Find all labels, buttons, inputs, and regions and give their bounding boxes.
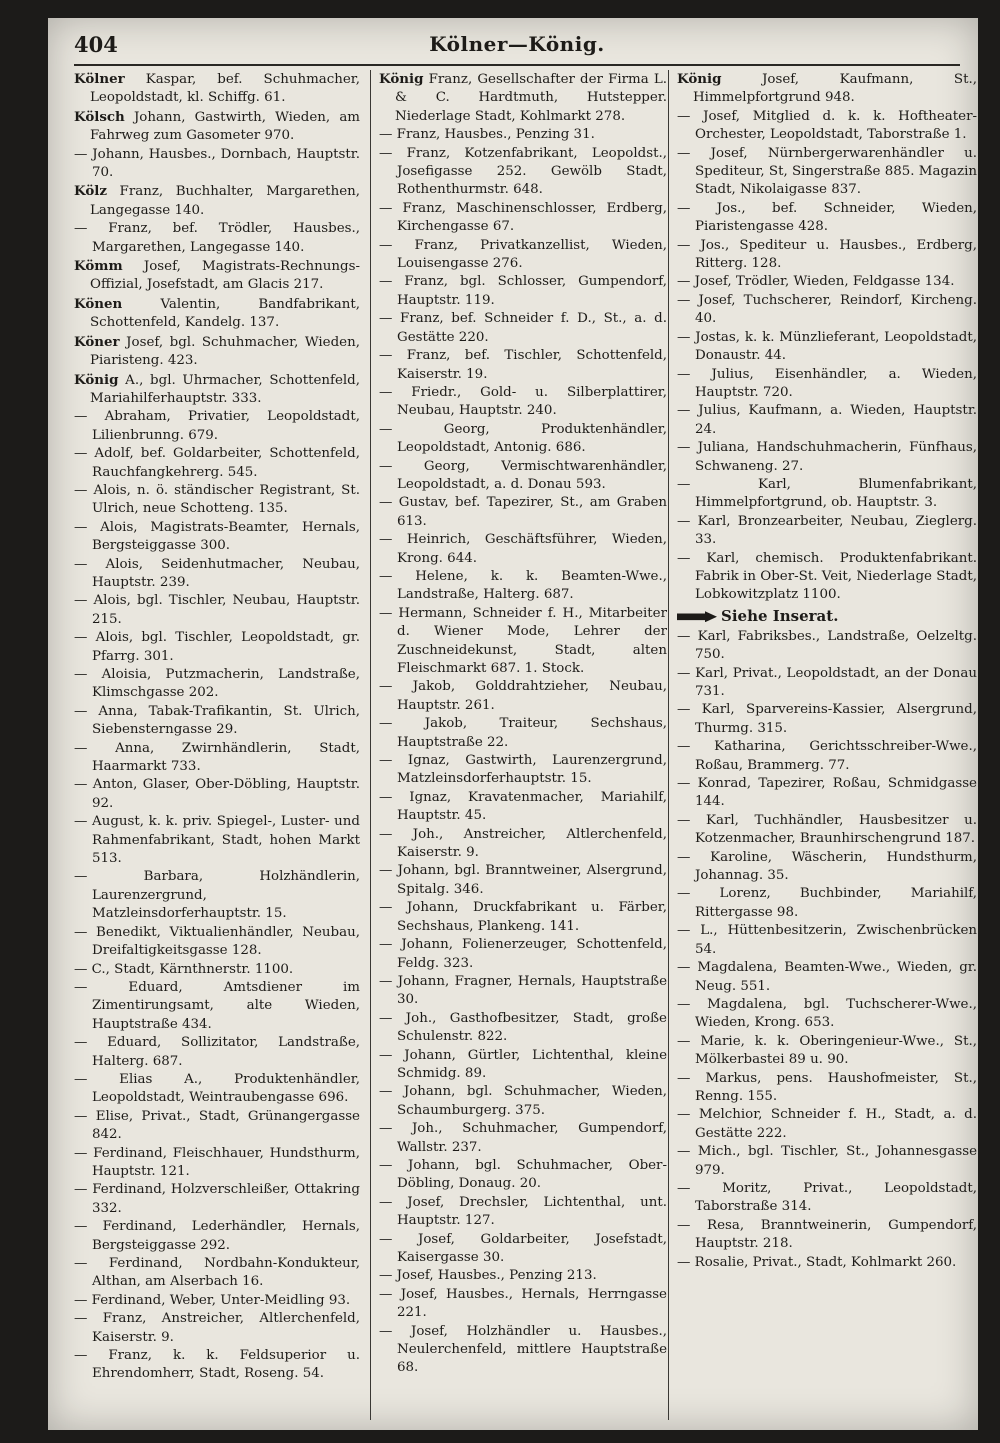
directory-entry <box>74 1034 360 1071</box>
entry-text: Johann, Gastwirth, Wieden, am Fahrweg zum Gasometer 970. <box>90 109 360 144</box>
directory-entry <box>379 678 667 715</box>
entry-text: — Elias A., Produktenhändler, Leopoldstadt, Weintraubengasse 696. <box>74 1071 360 1106</box>
entry-text: — Julius, Eisenhändler, a. Wieden, Hauptstr. 720. <box>677 366 977 400</box>
directory-entry <box>379 1120 667 1157</box>
entry-text: — Josef, Hausbes., Hernals, Herrngasse 221. <box>379 1286 667 1321</box>
directory-entry <box>379 1231 667 1268</box>
entry-text: — Franz, bgl. Schlosser, Gumpendorf, Hauptstr. 119. <box>379 274 667 308</box>
entry-text: — Hermann, Schneider f. H., Mitarbeiter d. Wiener Mode, Lehrer der Zuschneidekunst, Stadt, alten Fleischmarkt 687. 1. Stock. <box>379 605 667 676</box>
entry-text: — Eduard, Sollizitator, Landstraße, Halterg. 687. <box>74 1035 360 1069</box>
directory-entry <box>677 849 977 886</box>
directory-entry <box>677 237 977 274</box>
entry-text: — Heinrich, Geschäftsführer, Wieden, Krong. 644. <box>379 532 667 566</box>
column-2 <box>370 70 667 1420</box>
entry-text: — Johann, bgl. Schuhmacher, Wieden, Schaumburgerg. 375. <box>379 1084 667 1118</box>
entry-text: — Joh., Schuhmacher, Gumpendorf, Wallstr. 237. <box>379 1121 667 1155</box>
directory-entry <box>677 402 977 439</box>
directory-entry <box>74 979 360 1034</box>
directory-entry <box>379 494 667 531</box>
directory-entry <box>379 126 667 144</box>
see-advertisement-note <box>677 606 977 626</box>
directory-entry <box>379 1267 667 1285</box>
directory-entry <box>379 789 667 826</box>
entry-text: — Elise, Privat., Stadt, Grünangergasse 842. <box>74 1108 360 1143</box>
page-number: 404 <box>74 32 118 57</box>
entry-text: — Johann, Hausbes., Dornbach, Hauptstr. 70. <box>74 146 360 181</box>
directory-entry <box>677 108 977 145</box>
entry-text: — C., Stadt, Kärnthnerstr. 1100. <box>74 961 294 977</box>
directory-page <box>48 18 978 1430</box>
entry-text: — Resa, Branntweinerin, Gumpendorf, Hauptstr. 218. <box>677 1217 977 1252</box>
entry-text: — Jakob, Traiteur, Sechshaus, Hauptstraße 22. <box>379 716 667 750</box>
directory-entry <box>74 146 360 183</box>
directory-entry <box>677 200 977 237</box>
directory-entry <box>677 550 977 605</box>
running-head: Kölner—König. <box>429 32 605 56</box>
directory-entry <box>677 1033 977 1070</box>
entry-text: — Karl, Blumenfabrikant, Himmelpfortgrund, ob. Hauptstr. 3. <box>677 476 977 511</box>
entry-text: — Abraham, Privatier, Leopoldstadt, Lilienbrunng. 679. <box>74 409 360 443</box>
directory-entry <box>677 959 977 996</box>
directory-entry <box>379 568 667 605</box>
entry-text: — L., Hüttenbesitzerin, Zwischenbrücken 54. <box>677 923 977 957</box>
directory-entry <box>677 701 977 738</box>
pointing-hand-icon <box>677 611 717 622</box>
entry-surname: Kölz <box>74 183 107 200</box>
entry-text: — Franz, Kotzenfabrikant, Leopoldst., Josefigasse 252. Gewölb Stadt, Rothenthurmstr. 648. <box>379 145 667 198</box>
directory-entry <box>74 556 360 593</box>
entry-surname: König <box>379 71 424 87</box>
directory-entry <box>677 1254 977 1272</box>
entry-text: — Alois, bgl. Tischler, Leopoldstadt, gr. Pfarrg. 301. <box>74 630 360 664</box>
entry-surname: Kölsch <box>74 108 125 125</box>
entry-surname: Köner <box>74 333 120 350</box>
entry-text: — Ferdinand, Fleischhauer, Hundsthurm, Hauptstr. 121. <box>74 1145 360 1179</box>
directory-entry <box>677 513 977 550</box>
directory-entry <box>677 885 977 922</box>
directory-entry <box>677 145 977 200</box>
entry-text: — Georg, Produktenhändler, Leopoldstadt, Antonig. 686. <box>379 421 667 456</box>
entry-text: — Franz, bef. Tischler, Schottenfeld, Kaiserstr. 19. <box>379 348 667 382</box>
directory-entry <box>379 973 667 1010</box>
entry-text: — Karl, Sparvereins-Kassier, Alsergrund, Thurmg. 315. <box>677 702 977 736</box>
entry-text: — Ferdinand, Holzverschleißer, Ottakring 332. <box>74 1182 360 1216</box>
directory-entry <box>74 1255 360 1292</box>
entry-text: — Magdalena, Beamten-Wwe., Wieden, gr. Neug. 551. <box>677 960 977 994</box>
directory-entry <box>379 1047 667 1084</box>
directory-entry <box>74 1108 360 1145</box>
entry-surname: Kömm <box>74 258 123 275</box>
entry-text: Josef, Magistrats-Rechnungs-Offizial, Josefstadt, am Glacis 217. <box>90 259 360 293</box>
directory-entry <box>379 310 667 347</box>
entry-text: — Alois, Seidenhutmacher, Neubau, Hauptstr. 239. <box>74 556 360 590</box>
entry-text: — Ignaz, Kravatenmacher, Mariahilf, Hauptstr. 45. <box>379 789 667 824</box>
directory-entry <box>74 1218 360 1255</box>
directory-entry <box>677 996 977 1033</box>
directory-entry <box>379 1083 667 1120</box>
columns <box>74 70 977 1420</box>
entry-text: — Josef, Holzhändler u. Hausbes., Neulerchenfeld, mittlere Hauptstraße 68. <box>379 1323 667 1376</box>
directory-entry <box>677 665 977 702</box>
directory-entry <box>379 273 667 310</box>
entry-text: — Ignaz, Gastwirth, Laurenzergrund, Matzleinsdorferhauptstr. 15. <box>379 753 667 787</box>
directory-entry <box>677 439 977 476</box>
directory-entry <box>74 776 360 813</box>
directory-entry-main <box>74 295 360 333</box>
directory-entry <box>677 1217 977 1254</box>
entry-text: — Karl, chemisch. Produktenfabrikant. Fabrik in Ober-St. Veit, Niederlage Stadt, Lobkowitzplatz 1100. <box>677 550 977 603</box>
entry-text: — Helene, k. k. Beamten-Wwe., Landstraße, Halterg. 687. <box>379 568 667 603</box>
directory-entry-main <box>379 70 667 126</box>
entry-text: Kaspar, bef. Schuhmacher, Leopoldstadt, kl. Schiffg. 61. <box>90 72 360 106</box>
directory-entry-main <box>74 182 360 220</box>
entry-text: — Franz, Privatkanzellist, Wieden, Louisengasse 276. <box>379 237 667 272</box>
entry-surname: König <box>74 371 119 388</box>
directory-entry <box>677 738 977 775</box>
entry-text: — Alois, bgl. Tischler, Neubau, Hauptstr. 215. <box>74 593 360 627</box>
entry-text: — Ferdinand, Lederhändler, Hernals, Bergsteiggasse 292. <box>74 1219 360 1253</box>
entry-text: — Anna, Zwirnhändlerin, Stadt, Haarmarkt 733. <box>74 740 360 775</box>
entry-text: — Magdalena, bgl. Tuchscherer-Wwe., Wieden, Krong. 653. <box>677 996 977 1031</box>
entry-text: — Johann, bgl. Branntweiner, Alsergrund, Spitalg. 346. <box>379 863 667 897</box>
entry-text: — Josef, Goldarbeiter, Josefstadt, Kaisergasse 30. <box>379 1231 667 1265</box>
directory-entry <box>677 366 977 403</box>
directory-entry <box>379 605 667 679</box>
directory-entry <box>677 1106 977 1143</box>
entry-text: — Josef, Hausbes., Penzing 213. <box>379 1268 597 1284</box>
entry-text: — Jos., bef. Schneider, Wieden, Piaristengasse 428. <box>677 200 977 235</box>
directory-entry <box>379 237 667 274</box>
entry-text: — Franz, Maschinenschlosser, Erdberg, Kirchengasse 67. <box>379 200 667 235</box>
directory-entry <box>379 145 667 200</box>
directory-entry-main <box>677 70 977 108</box>
entry-text: — Georg, Vermischtwarenhändler, Leopoldstadt, a. d. Donau 593. <box>379 458 667 492</box>
column-1 <box>74 70 360 1420</box>
directory-entry <box>74 1347 360 1384</box>
entry-text: — Josef, Trödler, Wieden, Feldgasse 134. <box>677 274 955 290</box>
directory-entry <box>677 329 977 366</box>
directory-entry <box>677 922 977 959</box>
directory-entry-main <box>74 333 360 371</box>
directory-entry <box>74 961 360 979</box>
directory-entry <box>379 752 667 789</box>
entry-text: — Alois, n. ö. ständischer Registrant, St. Ulrich, neue Schotteng. 135. <box>74 482 360 517</box>
entry-text: — Barbara, Holzhändlerin, Laurenzergrund, Matzleinsdorferhauptstr. 15. <box>74 869 360 922</box>
directory-entry <box>74 666 360 703</box>
entry-text: — Konrad, Tapezirer, Roßau, Schmidgasse 144. <box>677 776 977 810</box>
entry-text: — Alois, Magistrats-Beamter, Hernals, Bergsteiggasse 300. <box>74 519 360 554</box>
entry-text: — Marie, k. k. Oberingenieur-Wwe., St., Mölkerbastei 89 u. 90. <box>677 1033 977 1068</box>
directory-entry <box>677 1070 977 1107</box>
entry-text: — Franz, bef. Schneider f. D., St., a. d. Gestätte 220. <box>379 311 667 345</box>
entry-text: — Benedikt, Viktualienhändler, Neubau, Dreifaltigkeitsgasse 128. <box>74 924 360 959</box>
entry-text: — Johann, Fragner, Hernals, Hauptstraße 30. <box>379 973 667 1008</box>
entry-text: — Josef, Drechsler, Lichtenthal, unt. Hauptstr. 127. <box>379 1194 667 1229</box>
entry-text: — Jakob, Golddrahtzieher, Neubau, Hauptstr. 261. <box>379 679 667 713</box>
directory-entry <box>677 812 977 849</box>
directory-entry <box>379 1323 667 1378</box>
directory-entry <box>379 1010 667 1047</box>
directory-entry <box>74 220 360 257</box>
page-header <box>74 30 960 66</box>
entry-text: — Franz, Anstreicher, Altlerchenfeld, Kaiserstr. 9. <box>74 1311 360 1345</box>
directory-entry <box>379 715 667 752</box>
directory-entry <box>677 476 977 513</box>
entry-text: — Juliana, Handschuhmacherin, Fünfhaus, Schwaneng. 27. <box>677 440 977 474</box>
entry-text: — Karl, Tuchhändler, Hausbesitzer u. Kotzenmacher, Braunhirschengrund 187. <box>677 812 977 847</box>
directory-entry-main <box>74 257 360 295</box>
directory-entry <box>379 1157 667 1194</box>
entry-text: — Josef, Nürnbergerwarenhändler u. Spediteur, St, Singerstraße 885. Magazin Stadt, Nikolaigasse 837. <box>677 145 977 198</box>
entry-text: — August, k. k. priv. Spiegel-, Luster- und Rahmenfabrikant, Stadt, hohen Markt 513. <box>74 814 360 867</box>
entry-text: — Adolf, bef. Goldarbeiter, Schottenfeld, Rauchfangkehrerg. 545. <box>74 446 360 480</box>
directory-entry <box>379 384 667 421</box>
directory-entry <box>74 1310 360 1347</box>
directory-entry <box>379 899 667 936</box>
entry-text: — Franz, Hausbes., Penzing 31. <box>379 127 595 143</box>
directory-entry <box>74 592 360 629</box>
entry-text: — Jos., Spediteur u. Hausbes., Erdberg, Ritterg. 128. <box>677 237 977 272</box>
directory-entry <box>379 826 667 863</box>
directory-entry <box>677 628 977 665</box>
directory-entry <box>74 1071 360 1108</box>
directory-entry <box>74 408 360 445</box>
entry-text: — Gustav, bef. Tapezirer, St., am Graben 613. <box>379 495 667 529</box>
directory-entry <box>74 1181 360 1218</box>
entry-text: — Johann, bgl. Schuhmacher, Ober-Döbling, Donaug. 20. <box>379 1157 667 1192</box>
directory-entry-main <box>74 371 360 409</box>
directory-entry <box>677 775 977 812</box>
entry-text: — Franz, bef. Trödler, Hausbes., Margarethen, Langegasse 140. <box>74 221 360 255</box>
entry-text: A., bgl. Uhrmacher, Schottenfeld, Mariahilferhauptstr. 333. <box>90 372 360 406</box>
entry-text: — Moritz, Privat., Leopoldstadt, Taborstraße 314. <box>677 1180 977 1215</box>
entry-text: — Anna, Tabak-Trafikantin, St. Ulrich, Siebensterngasse 29. <box>74 703 360 738</box>
entry-text: — Joh., Anstreicher, Altlerchenfeld, Kaiserstr. 9. <box>379 826 667 861</box>
entry-text: — Katharina, Gerichtsschreiber-Wwe., Roßau, Brammerg. 77. <box>677 739 977 773</box>
directory-entry <box>379 200 667 237</box>
directory-entry <box>74 740 360 777</box>
directory-entry <box>74 629 360 666</box>
entry-text: — Anton, Glaser, Ober-Döbling, Hauptstr. 92. <box>74 777 360 811</box>
entry-text: — Johann, Gürtler, Lichtenthal, kleine Schmidg. 89. <box>379 1047 667 1081</box>
entry-text: — Karl, Privat., Leopoldstadt, an der Donau 731. <box>677 665 977 699</box>
entry-text: — Josef, Mitglied d. k. k. Hoftheater-Orchester, Leopoldstadt, Taborstraße 1. <box>677 108 977 143</box>
directory-entry <box>379 936 667 973</box>
entry-text: Franz, Buchhalter, Margarethen, Langegasse 140. <box>90 184 360 218</box>
entry-text: Valentin, Bandfabrikant, Schottenfeld, Kandelg. 137. <box>90 296 360 331</box>
entry-text: — Eduard, Amtsdiener im Zimentirungsamt, alte Wieden, Hauptstraße 434. <box>74 979 360 1032</box>
directory-entry <box>74 813 360 868</box>
entry-text: — Joh., Gasthofbesitzer, Stadt, große Schulenstr. 822. <box>379 1010 667 1045</box>
directory-entry <box>74 1145 360 1182</box>
entry-text: — Karoline, Wäscherin, Hundsthurm, Johannag. 35. <box>677 849 977 884</box>
entry-surname: Könen <box>74 295 123 312</box>
entry-surname: Kölner <box>74 71 125 87</box>
entry-text: — Jostas, k. k. Münzlieferant, Leopoldstadt, Donaustr. 44. <box>677 329 977 364</box>
directory-entry <box>379 421 667 458</box>
directory-entry <box>74 445 360 482</box>
column-3 <box>668 70 977 1420</box>
directory-entry <box>379 347 667 384</box>
directory-entry <box>74 703 360 740</box>
directory-entry <box>379 862 667 899</box>
entry-text: — Aloisia, Putzmacherin, Landstraße, Klimschgasse 202. <box>74 667 360 701</box>
entry-text: — Julius, Kaufmann, a. Wieden, Hauptstr. 24. <box>677 403 977 437</box>
entry-text: — Mich., bgl. Tischler, St., Johannesgasse 979. <box>677 1144 977 1178</box>
entry-surname: König <box>677 71 722 87</box>
directory-entry <box>379 1286 667 1323</box>
entry-text: Josef, Kaufmann, St., Himmelpfortgrund 948. <box>693 72 977 106</box>
directory-entry-main <box>74 70 360 108</box>
entry-text: — Johann, Folienerzeuger, Schottenfeld, Feldg. 323. <box>379 937 667 971</box>
see-advertisement-text: Siehe Inserat. <box>721 606 839 625</box>
entry-text: Josef, bgl. Schuhmacher, Wieden, Piaristeng. 423. <box>90 334 360 369</box>
directory-entry <box>677 1180 977 1217</box>
entry-text: — Lorenz, Buchbinder, Mariahilf, Rittergasse 98. <box>677 886 977 920</box>
directory-entry <box>74 924 360 961</box>
entry-text: — Johann, Druckfabrikant u. Färber, Sechshaus, Plankeng. 141. <box>379 900 667 934</box>
directory-entry <box>74 519 360 556</box>
directory-entry <box>379 1194 667 1231</box>
directory-entry <box>379 531 667 568</box>
entry-text: — Friedr., Gold- u. Silberplattirer, Neubau, Hauptstr. 240. <box>379 384 667 419</box>
entry-text: — Franz, k. k. Feldsuperior u. Ehrendomherr, Stadt, Roseng. 54. <box>74 1348 360 1382</box>
directory-entry <box>74 1292 360 1310</box>
entry-text: — Ferdinand, Weber, Unter-Meidling 93. <box>74 1292 351 1308</box>
entry-text: — Josef, Tuchscherer, Reindorf, Kircheng. 40. <box>677 292 977 327</box>
entry-text: — Rosalie, Privat., Stadt, Kohlmarkt 260. <box>677 1254 957 1270</box>
entry-text: — Markus, pens. Haushofmeister, St., Renng. 155. <box>677 1070 977 1104</box>
entry-text: — Melchior, Schneider f. H., Stadt, a. d. Gestätte 222. <box>677 1107 977 1141</box>
directory-entry <box>677 1143 977 1180</box>
directory-entry <box>379 458 667 495</box>
directory-entry <box>677 292 977 329</box>
directory-entry-main <box>74 108 360 146</box>
directory-entry <box>74 482 360 519</box>
entry-text: Franz, Gesellschafter der Firma L. & C. Hardtmuth, Hutstepper. Niederlage Stadt, Kohlmarkt 278. <box>395 72 667 124</box>
directory-entry <box>74 868 360 923</box>
entry-text: — Karl, Bronzearbeiter, Neubau, Zieglerg. 33. <box>677 513 977 548</box>
directory-entry <box>677 273 977 291</box>
entry-text: — Ferdinand, Nordbahn-Kondukteur, Althan, am Alserbach 16. <box>74 1256 360 1290</box>
entry-text: — Karl, Fabriksbes., Landstraße, Oelzeltg. 750. <box>677 628 977 663</box>
